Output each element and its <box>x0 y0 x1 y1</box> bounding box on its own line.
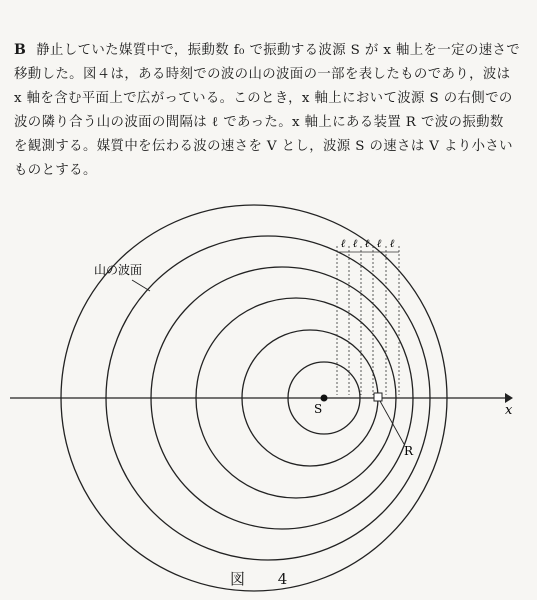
problem-label: B <box>14 42 27 58</box>
crest-label: 山の波面 <box>94 263 143 277</box>
device-leader-line <box>380 401 404 444</box>
problem-line-6: ものとする。 <box>14 163 97 178</box>
source-label: S <box>314 402 323 416</box>
crest-leader-line <box>132 280 150 291</box>
spacing-guides <box>337 246 399 395</box>
spacing-label-5: ℓ <box>389 237 395 250</box>
spacing-label-1: ℓ <box>340 237 346 250</box>
figure-caption: 図 4 <box>230 570 302 588</box>
problem-line-4: 波の隣り合う山の波面の間隔は ℓ であった。x 軸上にある装置 R で波の振動数 <box>14 115 504 130</box>
problem-line-1: B 静止していた媒質中で，振動数 f₀ で振動する波源 S が x 軸上を一定の速さで <box>14 42 521 58</box>
x-axis-arrowhead <box>505 393 513 403</box>
problem-line-3: x 軸を含む平面上で広がっている。このとき，x 軸上において波源 S の右側での <box>14 91 513 106</box>
spacing-label-4: ℓ <box>376 237 382 250</box>
spacing-label-3: ℓ <box>364 237 370 250</box>
device-marker <box>374 393 382 401</box>
spacing-label-2: ℓ <box>352 237 358 250</box>
source-dot <box>321 395 328 402</box>
problem-line-5: を観測する。媒質中を伝わる波の速さを V とし，波源 S の速さは V より小さい <box>14 139 513 154</box>
spacing-labels <box>341 237 395 250</box>
device-label: R <box>404 444 414 458</box>
x-axis-label: x <box>505 403 513 418</box>
problem-line-2: 移動した。図４は，ある時刻での波の山の波面の一部を表したものであり，波は <box>14 67 511 82</box>
